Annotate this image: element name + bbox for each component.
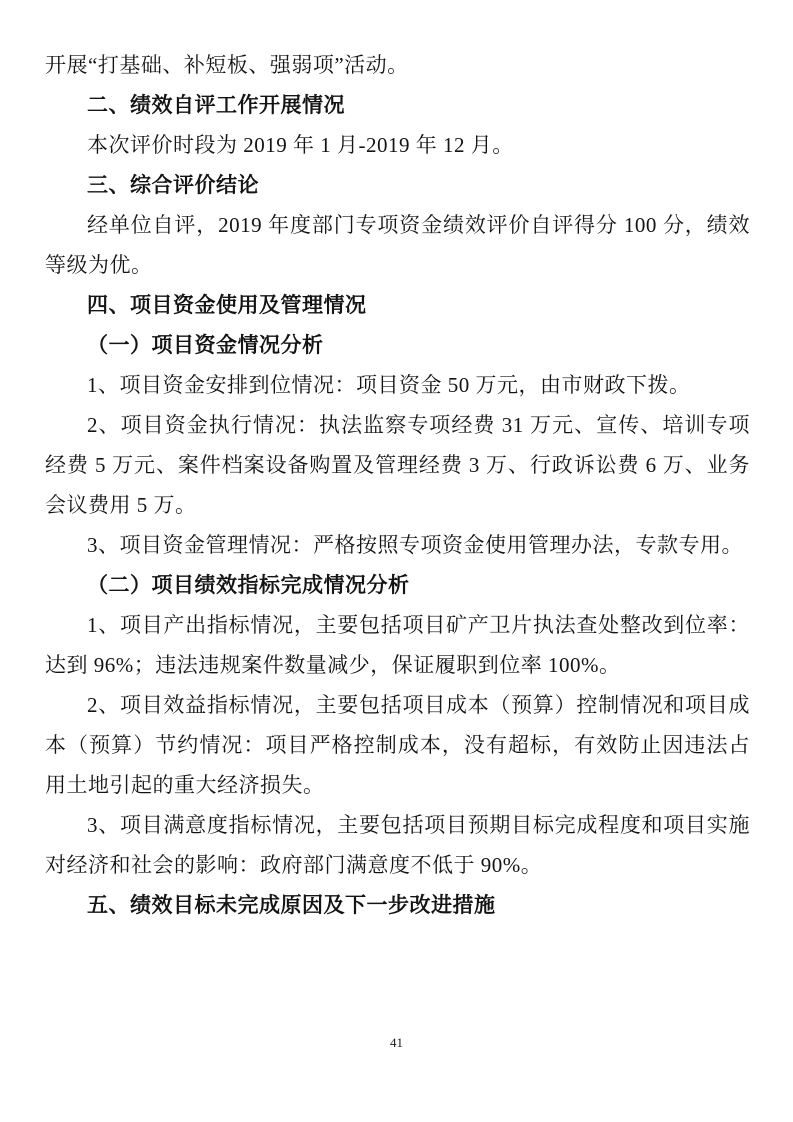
- section-heading-self-eval-work: 二、绩效自评工作开展情况: [87, 93, 345, 117]
- page-number: 41: [390, 1035, 403, 1050]
- subsection-heading-fund-analysis: （一）项目资金情况分析: [87, 333, 324, 357]
- section-heading-overall-conclusion: 三、综合评价结论: [87, 173, 259, 197]
- paragraph-benefit-indicators: 2、项目效益指标情况，主要包括项目成本（预算）控制情况和项目成本（预算）节约情况：项目严格控制成本，没有超标，有效防止因违法占用土地引起的重大经济损失。: [45, 693, 750, 797]
- subsection-heading-kpi-completion: （二）项目绩效指标完成情况分析: [87, 573, 410, 597]
- section-heading-fund-use-management: 四、项目资金使用及管理情况: [87, 293, 367, 317]
- paragraph-output-indicators: 1、项目产出指标情况，主要包括项目矿产卫片执法查处整改到位率：达到 96%；违法违规案件数量减少，保证履职到位率 100%。: [45, 613, 750, 677]
- paragraph-fund-allocation: 1、项目资金安排到位情况：项目资金 50 万元，由市财政下拨。: [87, 373, 691, 397]
- paragraph-carryover-activity: 开展“打基础、补短板、强弱项”活动。: [45, 53, 409, 77]
- paragraph-evaluation-period: 本次评价时段为 2019 年 1 月-2019 年 12 月。: [87, 133, 514, 157]
- page-footer: [0, 1034, 793, 1052]
- paragraph-satisfaction-indicators: 3、项目满意度指标情况，主要包括项目预期目标完成程度和项目实施对经济和社会的影响：政府部门满意度不低于 90%。: [45, 813, 750, 877]
- document-body: [45, 0, 750, 925]
- paragraph-self-eval-score: 经单位自评，2019 年度部门专项资金绩效评价自评得分 100 分，绩效等级为优。: [45, 213, 750, 277]
- paragraph-fund-execution: 2、项目资金执行情况：执法监察专项经费 31 万元、宣传、培训专项经费 5 万元、案件档案设备购置及管理经费 3 万、行政诉讼费 6 万、业务会议费用 5 万。: [45, 413, 750, 517]
- section-heading-improvement-measures: 五、绩效目标未完成原因及下一步改进措施: [87, 893, 496, 917]
- paragraph-fund-management: 3、项目资金管理情况：严格按照专项资金使用管理办法，专款专用。: [87, 533, 743, 557]
